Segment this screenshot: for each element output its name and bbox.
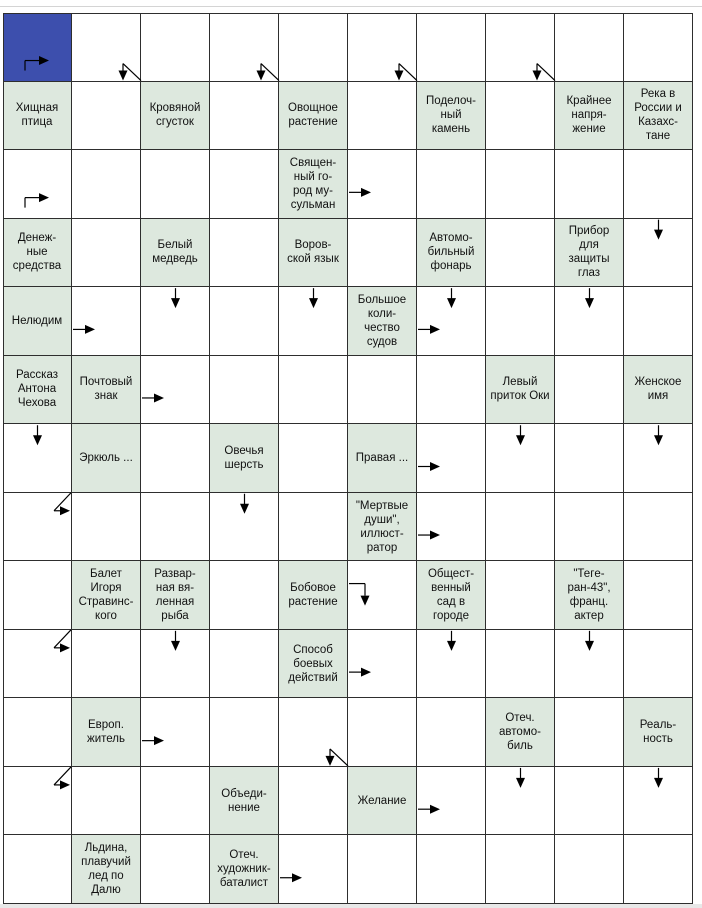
clue-text: Овощное растение	[288, 102, 338, 129]
answer-cell[interactable]	[555, 287, 624, 356]
answer-cell[interactable]	[141, 767, 210, 836]
clue-cell	[210, 835, 279, 904]
clue-cell	[417, 561, 486, 630]
answer-cell[interactable]	[210, 698, 279, 767]
answer-cell[interactable]	[624, 835, 693, 904]
clue-text: Крайнее напря- жение	[566, 95, 612, 136]
clue-cell	[417, 82, 486, 151]
answer-cell[interactable]	[417, 698, 486, 767]
answer-cell[interactable]	[210, 219, 279, 288]
answer-cell[interactable]	[555, 150, 624, 219]
answer-cell[interactable]	[624, 13, 693, 82]
answer-cell[interactable]	[348, 13, 417, 82]
clue-text: Кровяной сгусток	[149, 102, 201, 129]
clue-text: Женское имя	[634, 376, 682, 403]
answer-cell[interactable]	[141, 287, 210, 356]
answer-cell[interactable]	[72, 493, 141, 562]
clue-text: Льдина, плавучий лед по Далю	[81, 842, 131, 897]
answer-cell[interactable]	[3, 424, 72, 493]
clue-cell	[555, 561, 624, 630]
answer-cell[interactable]	[141, 150, 210, 219]
clue-cell	[486, 698, 555, 767]
answer-cell[interactable]	[279, 767, 348, 836]
answer-cell[interactable]	[279, 835, 348, 904]
clue-cell	[279, 219, 348, 288]
answer-cell[interactable]	[141, 13, 210, 82]
answer-cell[interactable]	[72, 82, 141, 151]
answer-cell[interactable]	[624, 561, 693, 630]
answer-cell[interactable]	[3, 561, 72, 630]
answer-cell[interactable]	[417, 767, 486, 836]
clue-text: Развар- ная вя- ленная рыба	[154, 568, 196, 623]
crossword-grid	[3, 13, 693, 904]
answer-cell[interactable]	[486, 561, 555, 630]
answer-cell[interactable]	[417, 835, 486, 904]
clue-text: Рассказ Антона Чехова	[15, 369, 58, 410]
answer-cell[interactable]	[486, 767, 555, 836]
answer-cell[interactable]	[417, 287, 486, 356]
answer-cell[interactable]	[72, 287, 141, 356]
clue-text: Европ. житель	[87, 719, 125, 746]
answer-cell[interactable]	[210, 150, 279, 219]
clue-cell	[624, 698, 693, 767]
clue-text: Желание	[357, 794, 407, 807]
clue-cell	[417, 219, 486, 288]
clue-cell	[210, 424, 279, 493]
answer-cell[interactable]	[417, 150, 486, 219]
clue-text: Объеди- нение	[221, 787, 267, 814]
answer-cell[interactable]	[486, 493, 555, 562]
answer-cell[interactable]	[348, 630, 417, 699]
clue-cell	[348, 493, 417, 562]
clue-cell	[72, 835, 141, 904]
answer-cell[interactable]	[210, 13, 279, 82]
answer-cell[interactable]	[486, 424, 555, 493]
clue-text: Балет Игоря Стравинс- кого	[78, 568, 134, 623]
clue-cell	[555, 82, 624, 151]
answer-cell[interactable]	[348, 698, 417, 767]
answer-cell[interactable]	[3, 767, 72, 836]
answer-cell[interactable]	[348, 356, 417, 425]
clue-text: Почтовый знак	[79, 376, 133, 403]
answer-cell[interactable]	[210, 493, 279, 562]
clue-text: Священ- ный го- род му- сульман	[289, 156, 337, 211]
clue-cell	[348, 424, 417, 493]
answer-cell[interactable]	[624, 150, 693, 219]
clue-text: Белый медведь	[152, 239, 198, 266]
clue-cell	[3, 356, 72, 425]
clue-text: Правая ...	[355, 451, 409, 464]
answer-cell[interactable]	[141, 698, 210, 767]
answer-cell[interactable]	[486, 219, 555, 288]
answer-cell[interactable]	[486, 150, 555, 219]
clue-cell	[486, 356, 555, 425]
clue-text: Бобовое растение	[288, 582, 338, 609]
answer-cell[interactable]	[486, 630, 555, 699]
clue-text: Большое коли- чество судов	[357, 293, 407, 348]
clue-cell	[3, 219, 72, 288]
answer-cell[interactable]	[417, 13, 486, 82]
clue-cell	[624, 82, 693, 151]
answer-cell[interactable]	[141, 835, 210, 904]
clue-cell	[72, 561, 141, 630]
answer-cell[interactable]	[72, 767, 141, 836]
clue-text: Воров- ской язык	[287, 239, 339, 266]
clue-cell	[3, 287, 72, 356]
answer-cell[interactable]	[624, 493, 693, 562]
answer-cell[interactable]	[624, 219, 693, 288]
clue-text: Река в России и Казахс- тане	[634, 88, 682, 143]
answer-cell[interactable]	[279, 356, 348, 425]
answer-cell[interactable]	[72, 219, 141, 288]
answer-cell[interactable]	[348, 219, 417, 288]
answer-cell[interactable]	[3, 150, 72, 219]
answer-cell[interactable]	[555, 698, 624, 767]
clue-text: Левый приток Оки	[490, 376, 550, 403]
answer-cell[interactable]	[3, 835, 72, 904]
answer-cell[interactable]	[210, 287, 279, 356]
answer-cell[interactable]	[417, 493, 486, 562]
clue-cell	[72, 356, 141, 425]
answer-cell[interactable]	[279, 287, 348, 356]
clue-text: Способ боевых действий	[288, 643, 338, 684]
answer-cell[interactable]	[279, 698, 348, 767]
clue-cell	[141, 219, 210, 288]
answer-cell[interactable]	[279, 424, 348, 493]
answer-cell[interactable]	[555, 835, 624, 904]
answer-cell[interactable]	[3, 493, 72, 562]
answer-cell[interactable]	[210, 561, 279, 630]
clue-text: Денеж- ные средства	[12, 232, 62, 273]
answer-cell[interactable]	[210, 356, 279, 425]
answer-cell[interactable]	[417, 356, 486, 425]
answer-cell[interactable]	[141, 630, 210, 699]
clue-cell	[72, 424, 141, 493]
clue-text: "Мертвые души", иллюст- ратор	[355, 499, 409, 554]
clue-text: Овечья шерсть	[224, 444, 264, 471]
clue-cell	[279, 82, 348, 151]
answer-cell[interactable]	[555, 424, 624, 493]
answer-cell[interactable]	[72, 13, 141, 82]
clue-cell	[279, 561, 348, 630]
clue-text: Поделоч- ный камень	[426, 95, 476, 136]
clue-text: "Тегe- ран-43", франц. актер	[567, 568, 611, 623]
answer-cell[interactable]	[72, 630, 141, 699]
clue-text: Эркюль ...	[79, 451, 133, 464]
answer-cell[interactable]	[210, 82, 279, 151]
answer-cell[interactable]	[417, 424, 486, 493]
answer-cell[interactable]	[555, 356, 624, 425]
answer-cell[interactable]	[72, 150, 141, 219]
answer-cell[interactable]	[348, 82, 417, 151]
clue-cell	[141, 561, 210, 630]
answer-cell[interactable]	[210, 630, 279, 699]
clue-cell	[72, 698, 141, 767]
answer-cell[interactable]	[141, 356, 210, 425]
answer-cell[interactable]	[486, 287, 555, 356]
answer-cell[interactable]	[348, 150, 417, 219]
answer-cell[interactable]	[486, 13, 555, 82]
answer-cell[interactable]	[279, 13, 348, 82]
answer-cell[interactable]	[555, 493, 624, 562]
answer-cell[interactable]	[141, 493, 210, 562]
answer-cell[interactable]	[555, 630, 624, 699]
answer-cell[interactable]	[141, 424, 210, 493]
answer-cell[interactable]	[486, 835, 555, 904]
clue-text: Прибор для защиты глаз	[568, 225, 610, 280]
answer-cell[interactable]	[348, 561, 417, 630]
clue-text: Отеч. художник- баталист	[217, 849, 271, 890]
clue-cell	[348, 767, 417, 836]
clue-text: Хищная птица	[15, 102, 59, 129]
answer-cell[interactable]	[624, 424, 693, 493]
clue-cell	[279, 150, 348, 219]
answer-cell[interactable]	[3, 698, 72, 767]
answer-cell[interactable]	[624, 767, 693, 836]
answer-cell[interactable]	[417, 630, 486, 699]
clue-cell	[279, 630, 348, 699]
corner-block	[3, 13, 72, 82]
answer-cell[interactable]	[348, 835, 417, 904]
clue-cell	[141, 82, 210, 151]
answer-cell[interactable]	[279, 493, 348, 562]
clue-cell	[624, 356, 693, 425]
page-top-rule	[0, 6, 702, 7]
answer-cell[interactable]	[624, 287, 693, 356]
clue-text: Автомо- бильный фонарь	[427, 232, 475, 273]
answer-cell[interactable]	[486, 82, 555, 151]
clue-text: Нелюдим	[11, 314, 63, 327]
answer-cell[interactable]	[624, 630, 693, 699]
clue-cell	[3, 82, 72, 151]
clue-text: Отеч. автомо- биль	[499, 712, 541, 753]
answer-cell[interactable]	[555, 767, 624, 836]
clue-text: Общест- венный сад в городе	[427, 568, 475, 623]
clue-cell	[348, 287, 417, 356]
page-bottom-rule	[0, 904, 702, 908]
clue-text: Реаль- ность	[639, 719, 677, 746]
clue-cell	[210, 767, 279, 836]
clue-cell	[555, 219, 624, 288]
answer-cell[interactable]	[3, 630, 72, 699]
answer-cell[interactable]	[555, 13, 624, 82]
